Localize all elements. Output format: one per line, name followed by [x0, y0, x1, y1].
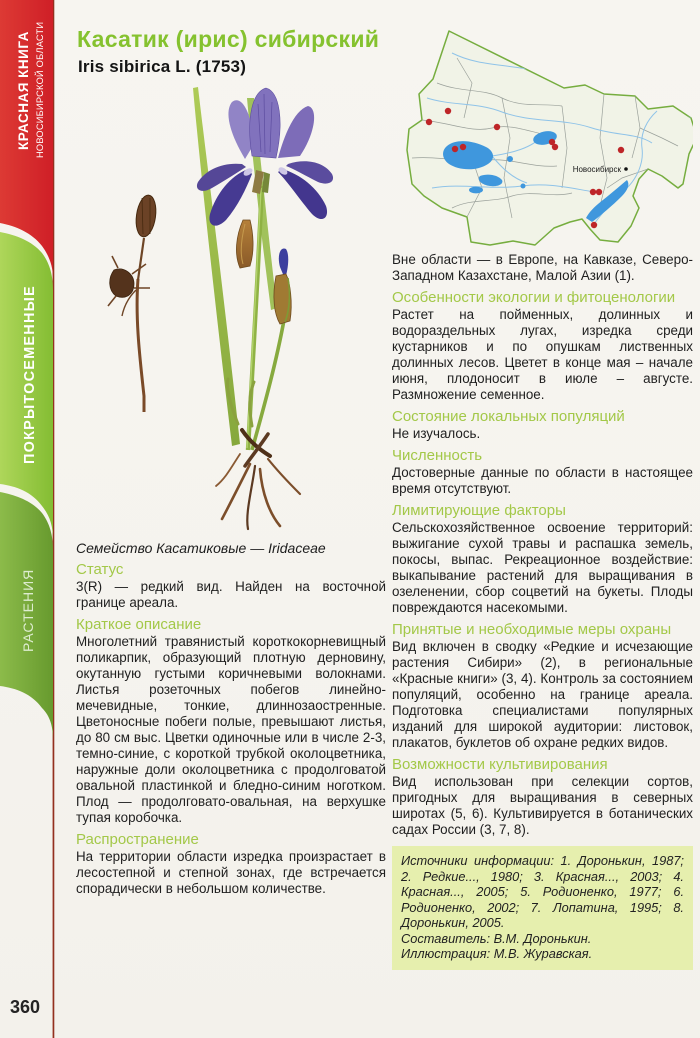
section-heading: Принятые и необходимые меры охраны	[392, 621, 672, 638]
section-distribution	[76, 832, 386, 897]
section-limiting-factors	[392, 503, 693, 616]
bud-stem	[252, 320, 284, 450]
intro-paragraph: Вне области — в Европе, на Кавказе, Северо-Западном Казахстане, Малой Азии (1).	[392, 252, 693, 283]
left-column	[76, 540, 386, 897]
section-status	[76, 562, 386, 611]
section-heading: Особенности экологии и фитоценологии	[392, 289, 676, 306]
sources-block	[392, 846, 693, 970]
section-local-populations	[392, 409, 693, 442]
section-body: 3(R) — редкий вид. Найден на восточной границе ареала.	[76, 579, 386, 610]
section-body: Растет на пойменных, долинных и водораздельных лугах, изредка среди кустарников и по опушкам лиственных долинных лесов. Цветет в конце мая – начале июня, плодоносит в июле – августе. Размножение семенное.	[392, 307, 693, 402]
section-heading: Статус	[76, 561, 124, 578]
sidebar-book-title: КРАСНАЯ КНИГА	[16, 31, 31, 150]
section-heading: Лимитирующие факторы	[392, 502, 566, 519]
section-body: На территории области изредка произрастает в лесостепной и степной зонах, где встречается спорадически в небольшом количестве.	[76, 849, 386, 896]
illustrator-text: Иллюстрация: М.В. Журавская.	[401, 946, 593, 961]
compiler-text: Составитель: В.М. Доронькин.	[401, 930, 592, 946]
page-title: Касатик (ирис) сибирский	[77, 26, 380, 52]
section-body: Не изучалось.	[392, 426, 481, 441]
right-column	[392, 28, 693, 970]
seed-stalk	[108, 194, 158, 412]
section-heading: Распространение	[76, 831, 199, 848]
seed-capsule	[134, 194, 159, 238]
sidebar-category-label: РАСТЕНИЯ	[20, 568, 36, 652]
range-map	[392, 28, 693, 250]
section-heading: Краткое описание	[76, 616, 202, 633]
section-heading: Возможности культивирования	[392, 756, 608, 773]
page-number: 360	[10, 997, 41, 1017]
section-body: Вид использован при селекции сортов, пригодных для выращивания в северных широтах (5, 6). Культивируется в ботанических садах России (3, 7, 8).	[392, 774, 693, 837]
sources-text: Источники информации: 1. Доронькин, 1987; 2. Редкие..., 1980; 3. Красная..., 2003; 4. Красная..., 2005; 5. Родионенко, 1977; 6. Родионенко, 2002; 7. Лопатина, 1995; 8. Доронькин, 2005.	[401, 853, 684, 930]
family-caption: Семейство Касатиковые — Iridaceae	[76, 540, 326, 556]
section-protection-measures	[392, 622, 693, 751]
section-body: Достоверные данные по области в настоящее время отсутствуют.	[392, 465, 693, 496]
sidebar	[0, 0, 60, 1038]
city-label: Новосибирск	[572, 165, 621, 174]
section-description	[76, 617, 386, 826]
section-heading: Численность	[392, 447, 483, 464]
leaf-blade	[193, 87, 240, 446]
section-body: Вид включен в сводку «Редкие и исчезающие растения Сибири» (2), в региональные «Красные книги» (3, 4). Контроль за состоянием популяций, особенно на границе ареала. Подготовка специалистами популярных изданий для широкой аудитории: листовок, плакатов, буклетов об охране редких видов.	[392, 639, 693, 750]
iris-illustration	[80, 74, 385, 539]
section-body: Многолетний травянистый короткокорневищный поликарпик, образующий плотную дерновину, окутанную густыми коричневыми волокнами. Листья розеточных побегов линейно-мечевидные, тонкие, длиннозаостренные. Цветоносные побеги полые, превышают листья, до 80 см выс. Цветки одиночные или в числе 2-3, темно-синие, с короткой трубкой околоцветника, наружные доли околоцветника с продолговатой овальной пластинкой и бледно-синим ноготком. Плод — продолговато-овальная, на верхушке тупая коробочка.	[76, 634, 386, 825]
section-cultivation	[392, 757, 693, 838]
sidebar-section-label: ПОКРЫТОСЕМЕННЫЕ	[22, 285, 38, 464]
section-ecology	[392, 290, 693, 403]
sidebar-book-subtitle: НОВОСИБИРСКОЙ ОБЛАСТИ	[35, 21, 45, 158]
flower-bud	[236, 220, 253, 268]
city-dot	[624, 167, 628, 171]
flower-bud-blue	[274, 248, 291, 324]
section-abundance	[392, 448, 693, 497]
section-heading: Состояние локальных популяций	[392, 408, 625, 425]
section-body: Сельскохозяйственное освоение территорий: выжигание сухой травы и распашка земель, покосы, выпас. Рекреационное воздействие: выкапывание растений для выращивания в озеленении, сбор соцветий на букеты. Плоды повреждаются насекомыми.	[392, 520, 693, 615]
latin-name: Iris sibirica L. (1753)	[78, 57, 247, 76]
